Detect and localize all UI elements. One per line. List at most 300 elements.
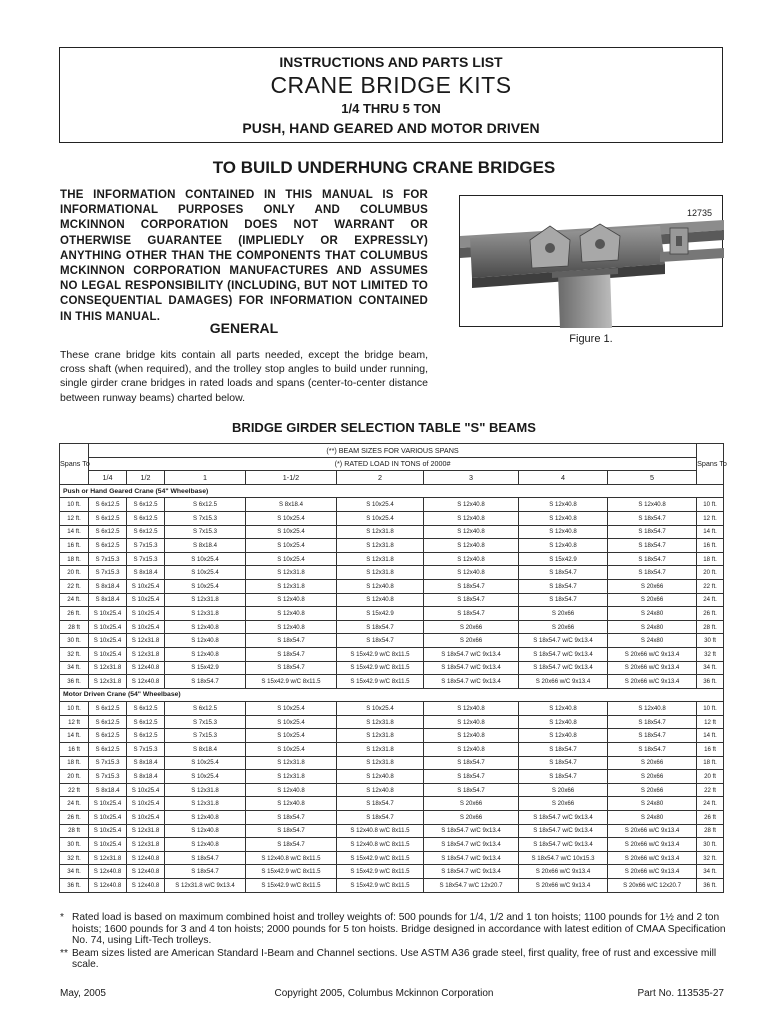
span-cell: 12 ft [60,715,89,729]
span-cell: 10 ft. [60,702,89,716]
footnote-marker: ** [60,947,68,959]
span-cell: 14 ft. [697,525,724,539]
beam-size-cell: S 12x40.8 [519,702,608,716]
beam-size-cell: S 8x18.4 [89,593,127,607]
beam-size-cell: S 18x54.7 w/C 9x13.4 [424,824,519,838]
span-cell: 12 ft [697,715,724,729]
beam-size-cell: S 8x18.4 [89,579,127,593]
span-cell: 16 ft [697,743,724,757]
load-column-header: 5 [608,471,697,485]
load-column-header: 1 [165,471,246,485]
beam-size-cell: S 12x31.8 [337,525,424,539]
beam-size-cell: S 12x31.8 [127,647,165,661]
beam-size-cell: S 10x25.4 [246,552,337,566]
footer-date: May, 2005 [60,988,106,999]
load-column-header: 1/2 [127,471,165,485]
footnotes [60,912,728,972]
beam-size-cell: S 12x31.8 w/C 9x13.4 [165,879,246,893]
span-cell: 10 ft. [60,498,89,512]
beam-size-cell: S 12x40.8 [424,729,519,743]
span-cell: 34 ft. [60,865,89,879]
beam-size-cell: S 6x12.5 [89,498,127,512]
beam-size-cell: S 6x12.5 [89,511,127,525]
beam-size-cell: S 10x25.4 [337,498,424,512]
beam-size-cell: S 12x31.8 [337,715,424,729]
beam-size-cell: S 10x25.4 [246,511,337,525]
beam-sizes-header: (**) BEAM SIZES FOR VARIOUS SPANS [89,444,697,458]
bridge-girder-table [59,443,727,893]
footnote-beam-sizes [60,948,728,971]
beam-size-cell: S 12x40.8 w/C 8x11.5 [246,851,337,865]
beam-size-cell: S 12x40.8 [424,702,519,716]
beam-size-cell: S 6x12.5 [89,525,127,539]
table-row [60,498,724,512]
span-cell: 28 ft. [697,620,724,634]
beam-size-cell: S 8x18.4 [127,566,165,580]
beam-size-cell: S 20x66 w/C 9x13.4 [608,865,697,879]
beam-size-cell: S 18x54.7 w/C 9x13.4 [519,647,608,661]
beam-size-cell: S 18x54.7 [424,783,519,797]
beam-size-cell: S 12x31.8 [127,838,165,852]
document-title: CRANE BRIDGE KITS [270,72,512,98]
table-body [60,484,724,892]
span-cell: 12 ft. [60,511,89,525]
beam-size-cell: S 18x54.7 w/C 9x13.4 [519,661,608,675]
span-cell: 12 ft. [697,511,724,525]
beam-size-cell: S 15x42.9 w/C 8x11.5 [246,865,337,879]
beam-size-cell: S 12x31.8 [165,593,246,607]
table-row [60,729,724,743]
beam-size-cell: S 20x66 w/C 9x13.4 [519,879,608,893]
beam-size-cell: S 15x42.9 [337,607,424,621]
beam-size-cell: S 15x42.9 w/C 8x11.5 [337,851,424,865]
beam-size-cell: S 7x15.3 [89,566,127,580]
beam-size-cell: S 10x25.4 [246,743,337,757]
span-cell: 32 ft [697,647,724,661]
beam-size-cell: S 10x25.4 [246,715,337,729]
span-cell: 26 ft. [60,811,89,825]
beam-size-cell: S 6x12.5 [89,702,127,716]
footnote-marker: * [60,912,64,923]
span-cell: 24 ft. [697,593,724,607]
beam-size-cell: S 7x15.3 [165,525,246,539]
beam-size-cell: S 12x40.8 [246,593,337,607]
beam-size-cell: S 20x66 [424,634,519,648]
span-cell: 34 ft. [697,865,724,879]
beam-size-cell: S 20x66 w/C 9x13.4 [608,824,697,838]
beam-size-cell: S 24x80 [608,634,697,648]
table-row [60,824,724,838]
beam-size-cell: S 18x54.7 w/C 9x13.4 [424,675,519,689]
beam-size-cell: S 18x54.7 [246,661,337,675]
beam-size-cell: S 10x25.4 [89,647,127,661]
span-cell: 18 ft. [60,756,89,770]
load-column-header: 4 [519,471,608,485]
beam-size-cell: S 6x12.5 [165,498,246,512]
footnote-rated-load [60,912,728,947]
table-row [60,579,724,593]
crane-types: PUSH, HAND GEARED AND MOTOR DRIVEN [242,120,540,136]
beam-size-cell: S 20x66 [424,797,519,811]
span-cell: 34 ft. [697,661,724,675]
span-cell: 26 ft. [697,607,724,621]
beam-size-cell: S 7x15.3 [89,552,127,566]
general-paragraph: These crane bridge kits contain all parts needed, except the bridge beam, cross shaft (when required), and the trolley stop angles to build under running, single girder crane bridges in rated loads and spans (center-to-center distance between runway beams) charted below. [60,349,428,404]
beam-size-cell: S 18x54.7 [424,579,519,593]
beam-size-cell: S 10x25.4 [165,579,246,593]
beam-size-cell: S 12x40.8 [165,634,246,648]
footnote-text: Rated load is based on maximum combined hoist and trolley weights of: 500 pounds for 1/4, 1/2 and 1 ton hoists; 1100 pounds for 1½ and 2 ton hoists; 1600 pounds for 3 and 4 ton hoists; 2000 pounds for 5 ton hoists. Bridge designed in accordance with latest edition of CMAA Specification No. 74, using Lift-Tech trolleys. [72,912,726,947]
table-row [60,511,724,525]
beam-size-cell: S 12x31.8 [127,634,165,648]
beam-size-cell: S 20x66 w/C 9x13.4 [608,647,697,661]
beam-size-cell: S 6x12.5 [165,702,246,716]
figure-1-image [459,195,723,327]
beam-size-cell: S 12x31.8 [337,539,424,553]
beam-size-cell: S 24x80 [608,797,697,811]
table-row [60,715,724,729]
beam-size-cell: S 12x40.8 [424,511,519,525]
section-title: Motor Driven Crane (54" Wheelbase) [60,688,724,702]
beam-size-cell: S 12x40.8 [127,661,165,675]
span-cell: 32 ft. [60,851,89,865]
beam-size-cell: S 12x40.8 [608,702,697,716]
spans-header-right: Spans To [697,444,724,485]
span-cell: 16 ft. [60,539,89,553]
beam-size-cell: S 8x18.4 [127,756,165,770]
span-cell: 24 ft. [60,593,89,607]
beam-size-cell: S 6x12.5 [127,729,165,743]
span-cell: 28 ft [697,824,724,838]
rated-load-header: (*) RATED LOAD IN TONS of 2000# [89,457,697,471]
beam-size-cell: S 12x31.8 [337,729,424,743]
beam-size-cell: S 18x54.7 [519,579,608,593]
table-row [60,593,724,607]
beam-size-cell: S 18x54.7 [337,620,424,634]
beam-size-cell: S 20x66 [519,797,608,811]
span-cell: 20 ft. [60,566,89,580]
load-column-header: 2 [337,471,424,485]
beam-size-cell: S 12x40.8 [165,811,246,825]
beam-size-cell: S 12x40.8 [246,783,337,797]
beam-size-cell: S 7x15.3 [89,770,127,784]
beam-size-cell: S 12x40.8 [519,525,608,539]
beam-size-cell: S 12x31.8 [127,824,165,838]
beam-size-cell: S 18x54.7 [165,865,246,879]
beam-size-cell: S 12x40.8 [246,607,337,621]
general-heading: GENERAL [209,320,279,336]
beam-size-cell: S 6x12.5 [89,715,127,729]
span-cell: 28 ft [60,620,89,634]
span-cell: 30 ft. [60,634,89,648]
beam-size-cell: S 12x40.8 [519,729,608,743]
beam-size-cell: S 12x40.8 [519,539,608,553]
table-row [60,525,724,539]
beam-size-cell: S 18x54.7 w/C 9x13.4 [519,838,608,852]
beam-size-cell: S 18x54.7 [608,743,697,757]
span-cell: 14 ft. [697,729,724,743]
beam-size-cell: S 12x40.8 [246,797,337,811]
beam-size-cell: S 18x54.7 [424,593,519,607]
beam-size-cell: S 10x25.4 [165,770,246,784]
beam-size-cell: S 18x54.7 [608,729,697,743]
beam-size-cell: S 12x40.8 [424,552,519,566]
load-column-header: 3 [424,471,519,485]
footnote-text: Beam sizes listed are American Standard I-Beam and Channel sections. Use ASTM A36 grade steel, first quality, free of rust and excessive mill scale. [72,947,717,971]
beam-size-cell: S 12x40.8 [165,824,246,838]
beam-size-cell: S 18x54.7 w/C 9x13.4 [424,838,519,852]
span-cell: 22 ft [60,783,89,797]
main-title: TO BUILD UNDERHUNG CRANE BRIDGES [212,158,556,177]
beam-size-cell: S 12x31.8 [246,579,337,593]
beam-size-cell: S 20x66 [424,811,519,825]
beam-size-cell: S 12x40.8 [337,579,424,593]
beam-size-cell: S 18x54.7 w/C 9x13.4 [519,811,608,825]
beam-size-cell: S 18x54.7 [519,756,608,770]
beam-size-cell: S 12x40.8 [127,675,165,689]
span-cell: 36 ft. [60,675,89,689]
table-row [60,539,724,553]
beam-size-cell: S 12x31.8 [337,756,424,770]
table-row [60,865,724,879]
beam-size-cell: S 8x18.4 [246,498,337,512]
beam-size-cell: S 18x54.7 [165,851,246,865]
table-row [60,838,724,852]
figure-caption: Figure 1. [569,333,613,345]
beam-size-cell: S 15x42.9 w/C 8x11.5 [337,647,424,661]
beam-size-cell: S 12x31.8 [246,566,337,580]
beam-size-cell: S 20x66 w/C 9x13.4 [608,661,697,675]
table-row [60,851,724,865]
disclaimer-text: THE INFORMATION CONTAINED IN THIS MANUAL IS FOR INFORMATIONAL PURPOSES ONLY AND COLUMBUS MCKINNON CORPORATION DOES NOT WARRANT OR OTHERWISE GUARANTEE (IMPLIEDLY OR EXPRESSLY) ANYTHING OTHER THAN THE COMPONENTS THAT COLUMBUS MCKINNON CORPORATION MANUFACTURES AND ASSUMES NO LEGAL RESPONSIBILITY (INCLUDING, BUT NOT LIMITED TO CONSEQUENTIAL DAMAGES) FOR INFORMATION CONTAINED IN THIS MANUAL. [60,189,428,323]
beam-size-cell: S 12x31.8 [246,770,337,784]
beam-size-cell: S 18x54.7 [608,566,697,580]
span-cell: 36 ft. [697,879,724,893]
beam-size-cell: S 12x40.8 [424,539,519,553]
capacity-range: 1/4 THRU 5 TON [341,101,441,116]
beam-size-cell: S 6x12.5 [89,539,127,553]
table-row [60,566,724,580]
beam-size-cell: S 10x25.4 [89,824,127,838]
beam-size-cell: S 12x40.8 [608,498,697,512]
beam-size-cell: S 18x54.7 [608,511,697,525]
beam-size-cell: S 10x25.4 [89,607,127,621]
table-row [60,702,724,716]
beam-size-cell: S 10x25.4 [127,620,165,634]
beam-size-cell: S 12x40.8 [89,879,127,893]
beam-size-cell: S 20x66 w/C 9x13.4 [519,865,608,879]
table-row [60,811,724,825]
beam-size-cell: S 10x25.4 [127,797,165,811]
beam-size-cell: S 12x40.8 [165,620,246,634]
beam-size-cell: S 12x40.8 w/C 8x11.5 [337,824,424,838]
beam-size-cell: S 12x40.8 [424,498,519,512]
table-row [60,770,724,784]
spans-header-left: Spans To [60,444,89,485]
span-cell: 22 ft [697,783,724,797]
span-cell: 34 ft. [60,661,89,675]
beam-size-cell: S 18x54.7 [608,539,697,553]
table-row [60,647,724,661]
beam-size-cell: S 15x42.9 w/C 8x11.5 [246,879,337,893]
beam-size-cell: S 8x18.4 [127,770,165,784]
section-header-row [60,484,724,498]
beam-size-cell: S 7x15.3 [89,756,127,770]
beam-size-cell: S 7x15.3 [165,715,246,729]
beam-size-cell: S 18x54.7 w/C 9x13.4 [519,824,608,838]
beam-size-cell: S 10x25.4 [246,539,337,553]
beam-size-cell: S 10x25.4 [127,593,165,607]
span-cell: 14 ft. [60,729,89,743]
beam-size-cell: S 18x54.7 w/C 9x13.4 [424,865,519,879]
span-cell: 36 ft. [60,879,89,893]
span-cell: 32 ft. [60,647,89,661]
beam-size-cell: S 7x15.3 [165,511,246,525]
beam-size-cell: S 10x25.4 [246,525,337,539]
beam-size-cell: S 10x25.4 [127,783,165,797]
beam-size-cell: S 18x54.7 [337,634,424,648]
table-row [60,743,724,757]
header-line-1: INSTRUCTIONS AND PARTS LIST [279,54,503,70]
table-row [60,634,724,648]
beam-size-cell: S 18x54.7 [246,647,337,661]
beam-size-cell: S 15x42.9 w/C 8x11.5 [337,865,424,879]
span-cell: 20 ft [697,770,724,784]
beam-size-cell: S 12x40.8 [519,498,608,512]
beam-size-cell: S 8x18.4 [165,743,246,757]
span-cell: 18 ft. [697,552,724,566]
beam-size-cell: S 20x66 w/C 9x13.4 [519,675,608,689]
beam-size-cell: S 10x25.4 [89,838,127,852]
beam-size-cell: S 12x40.8 w/C 8x11.5 [337,838,424,852]
span-cell: 20 ft. [697,566,724,580]
beam-size-cell: S 10x25.4 [127,811,165,825]
beam-size-cell: S 20x66 [608,579,697,593]
table-row [60,756,724,770]
beam-size-cell: S 12x31.8 [89,675,127,689]
beam-size-cell: S 10x25.4 [89,634,127,648]
beam-size-cell: S 12x40.8 [127,879,165,893]
beam-size-cell: S 12x40.8 [424,566,519,580]
beam-size-cell: S 12x31.8 [165,797,246,811]
beam-size-cell: S 15x42.9 w/C 8x11.5 [337,879,424,893]
beam-size-cell: S 8x18.4 [165,539,246,553]
beam-size-cell: S 12x31.8 [246,756,337,770]
beam-size-cell: S 12x31.8 [89,661,127,675]
beam-size-cell: S 10x25.4 [127,579,165,593]
beam-size-cell: S 12x40.8 [519,715,608,729]
beam-size-cell: S 6x12.5 [127,702,165,716]
beam-size-cell: S 18x54.7 w/C 9x13.4 [424,851,519,865]
load-column-header: 1/4 [89,471,127,485]
span-cell: 10 ft. [697,498,724,512]
span-cell: 22 ft. [60,579,89,593]
beam-size-cell: S 7x15.3 [165,729,246,743]
load-column-header: 1-1/2 [246,471,337,485]
span-cell: 30 ft [697,634,724,648]
beam-size-cell: S 12x40.8 [337,593,424,607]
span-cell: 30 ft. [60,838,89,852]
beam-size-cell: S 10x25.4 [165,566,246,580]
beam-size-cell: S 10x25.4 [337,511,424,525]
table-row [60,797,724,811]
beam-size-cell: S 10x25.4 [337,702,424,716]
beam-size-cell: S 18x54.7 [337,797,424,811]
beam-size-cell: S 12x40.8 [127,865,165,879]
beam-size-cell: S 6x12.5 [89,743,127,757]
beam-size-cell: S 18x54.7 [519,593,608,607]
beam-size-cell: S 20x66 [519,620,608,634]
beam-size-cell: S 20x66 w/C 9x13.4 [608,838,697,852]
beam-size-cell: S 12x40.8 [337,770,424,784]
beam-size-cell: S 12x40.8 [424,525,519,539]
table-row [60,783,724,797]
beam-size-cell: S 12x40.8 [424,715,519,729]
beam-size-cell: S 15x42.9 [165,661,246,675]
span-cell: 26 ft [697,811,724,825]
beam-size-cell: S 18x54.7 w/C 9x13.4 [424,661,519,675]
beam-size-cell: S 12x40.8 [89,865,127,879]
beam-size-cell: S 12x40.8 [519,511,608,525]
beam-size-cell: S 15x42.9 w/C 8x11.5 [337,661,424,675]
beam-size-cell: S 18x54.7 [337,811,424,825]
beam-size-cell: S 18x54.7 [246,824,337,838]
beam-size-cell: S 20x66 [608,756,697,770]
beam-size-cell: S 15x42.9 w/C 8x11.5 [246,675,337,689]
beam-size-cell: S 6x12.5 [127,525,165,539]
beam-size-cell: S 12x40.8 [424,743,519,757]
span-cell: 16 ft. [697,539,724,553]
beam-size-cell: S 18x54.7 [246,811,337,825]
beam-size-cell: S 10x25.4 [89,797,127,811]
table-row [60,552,724,566]
beam-size-cell: S 18x54.7 [608,552,697,566]
beam-size-cell: S 18x54.7 w/C 12x20.7 [424,879,519,893]
beam-size-cell: S 12x40.8 [165,647,246,661]
beam-size-cell: S 10x25.4 [89,811,127,825]
beam-size-cell: S 7x15.3 [127,539,165,553]
beam-size-cell: S 15x42.9 w/C 8x11.5 [337,675,424,689]
crane-bridge-illustration [460,196,724,328]
beam-size-cell: S 12x40.8 [127,851,165,865]
table-row [60,661,724,675]
beam-size-cell: S 12x31.8 [165,783,246,797]
span-cell: 16 ft [60,743,89,757]
beam-size-cell: S 20x66 [608,593,697,607]
beam-size-cell: S 6x12.5 [127,498,165,512]
span-cell: 18 ft. [60,552,89,566]
beam-size-cell: S 12x31.8 [337,552,424,566]
beam-size-cell: S 6x12.5 [127,511,165,525]
beam-size-cell: S 20x66 [424,620,519,634]
beam-size-cell: S 10x25.4 [246,702,337,716]
beam-size-cell: S 18x54.7 w/C 10x15.3 [519,851,608,865]
beam-size-cell: S 18x54.7 [608,715,697,729]
beam-size-cell: S 20x66 [608,770,697,784]
beam-size-cell: S 20x66 w/C 12x20.7 [608,879,697,893]
beam-size-cell: S 12x31.8 [337,566,424,580]
beam-size-cell: S 6x12.5 [127,715,165,729]
beam-size-cell: S 20x66 [519,783,608,797]
beam-size-cell: S 12x31.8 [337,743,424,757]
beam-size-cell: S 24x80 [608,607,697,621]
footer-part-number: Part No. 113535-27 [637,988,724,999]
span-cell: 26 ft. [60,607,89,621]
table-row [60,879,724,893]
beam-size-cell: S 15x42.9 [519,552,608,566]
beam-size-cell: S 10x25.4 [165,756,246,770]
beam-size-cell: S 18x54.7 w/C 9x13.4 [424,647,519,661]
